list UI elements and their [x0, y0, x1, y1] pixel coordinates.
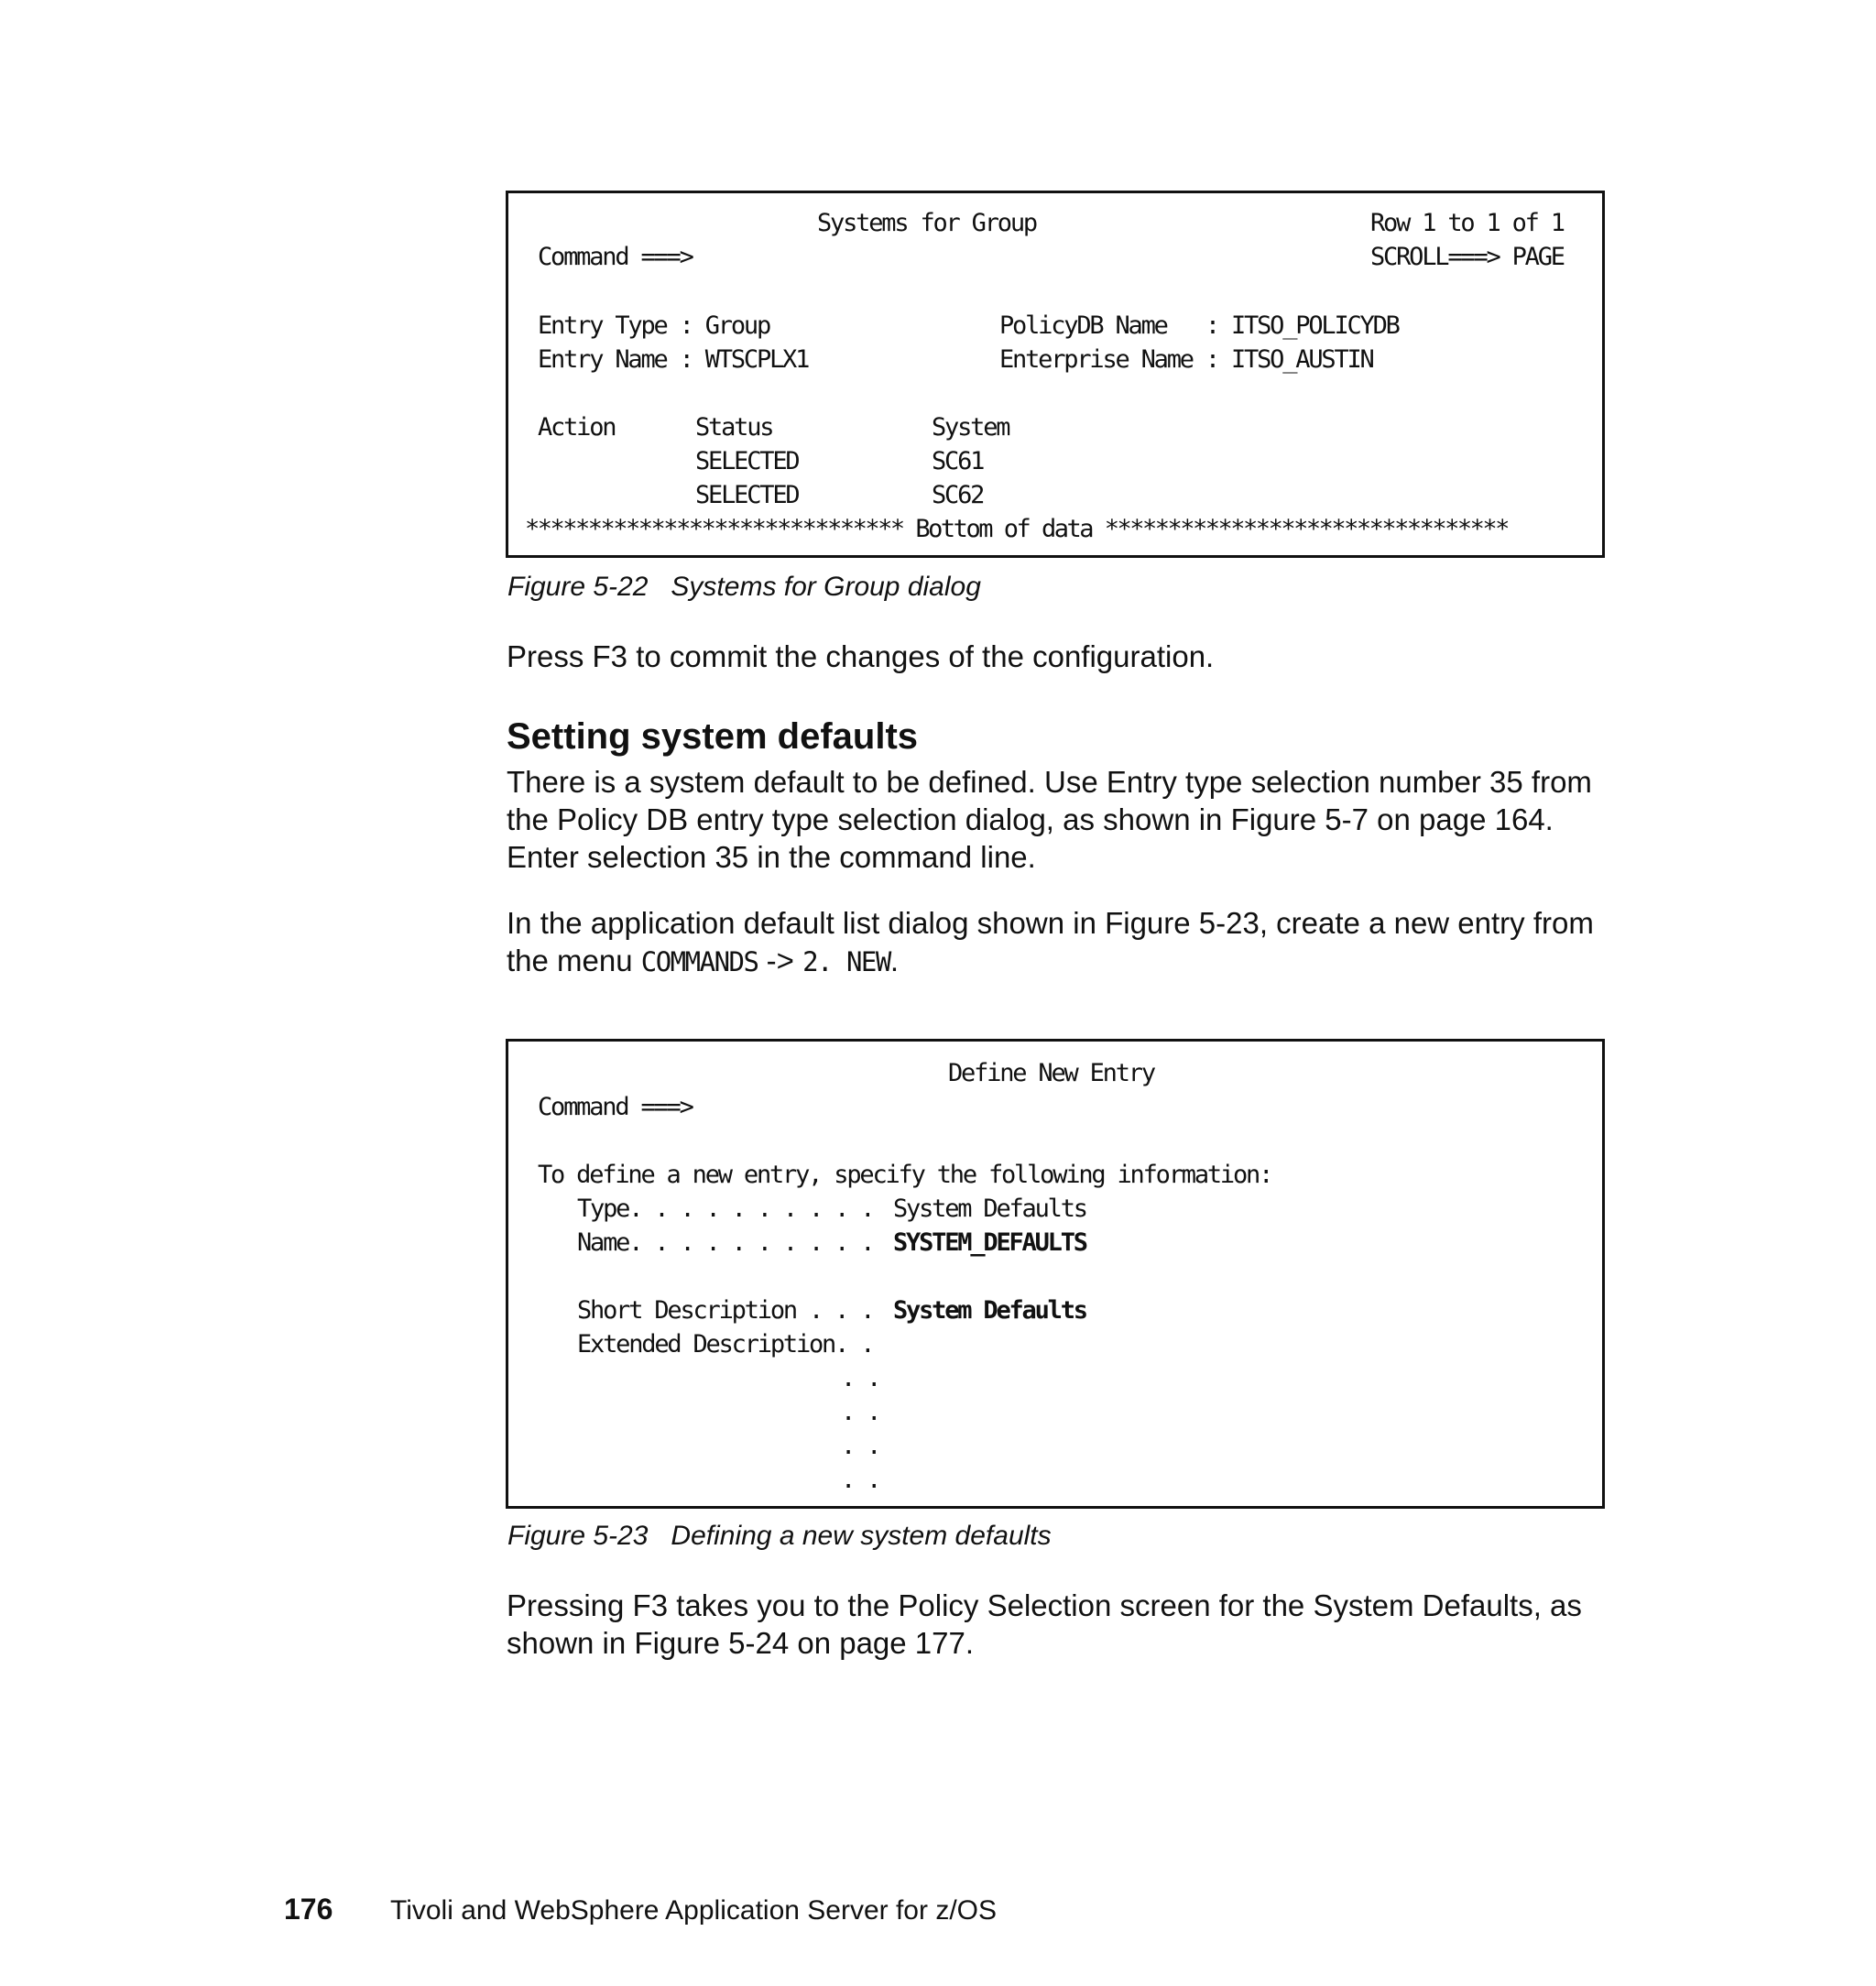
name-field[interactable] [893, 1226, 1086, 1260]
row-indicator: Row 1 to 1 of 1 [1370, 209, 1564, 237]
extended-description-line[interactable]: . . [841, 1364, 880, 1392]
extended-description-line[interactable]: . . [841, 1398, 880, 1426]
row-system: SC62 [932, 481, 984, 509]
row-system: SC61 [932, 447, 984, 475]
instruction-text: To define a new entry, specify the following information: [538, 1161, 1272, 1189]
command-line[interactable]: Command ===> [538, 1093, 693, 1121]
name-value: SYSTEM_DEFAULTS [893, 1228, 1086, 1257]
short-description-label: Short Description . . . [577, 1296, 874, 1325]
extended-description-line[interactable]: . . [841, 1432, 880, 1460]
command-line[interactable]: Command ===> [538, 243, 693, 271]
systems-for-group-screen [506, 191, 1605, 558]
row-status: SELECTED [695, 447, 799, 475]
short-description-value: System Defaults [893, 1296, 1086, 1325]
scroll-field[interactable]: SCROLL===> PAGE [1370, 243, 1564, 271]
define-new-entry-screen [506, 1039, 1605, 1509]
paragraph-text: . [889, 944, 899, 977]
extended-description-line[interactable]: . . [841, 1466, 880, 1494]
entry-name: Entry Name : WTSCPLX1 [538, 345, 809, 374]
body-paragraph: Pressing F3 takes you to the Policy Selection screen for the System Defaults, as shown in Figure 5-24 on page 177. [507, 1588, 1582, 1660]
arrow-text: -> [758, 944, 803, 977]
screen-title: Define New Entry [948, 1059, 1154, 1087]
figure-caption: Figure 5-23 Defining a new system defaults [507, 1521, 1052, 1551]
short-description-field[interactable] [893, 1293, 1086, 1327]
body-paragraph [507, 904, 1624, 981]
screen-title: Systems for Group [817, 209, 1036, 237]
inline-code: 2. NEW [802, 946, 890, 977]
bottom-of-data-line: ****************************** Bottom of data ******************************** [525, 515, 1508, 543]
enterprise-name: Enterprise Name : ITSO_AUSTIN [999, 345, 1373, 374]
column-header-action: Action [538, 413, 616, 442]
body-paragraph: There is a system default to be defined. Use Entry type selection number 35 from the Policy DB entry type selection dialog, as shown in Figure 5-7 on page 164. Enter selection 35 in the command line. [507, 765, 1592, 874]
section-heading: Setting system defaults [507, 716, 919, 757]
row-status: SELECTED [695, 481, 799, 509]
type-label: Type. . . . . . . . . . [577, 1195, 874, 1223]
name-label: Name. . . . . . . . . . [577, 1228, 874, 1257]
entry-type: Entry Type : Group [538, 311, 769, 340]
column-header-system: System [932, 413, 1009, 442]
figure-caption: Figure 5-22 Systems for Group dialog [507, 572, 981, 602]
column-header-status: Status [695, 413, 773, 442]
body-paragraph: Press F3 to commit the changes of the configuration. [507, 639, 1215, 673]
page-number: 176 [284, 1893, 333, 1926]
policydb-name: PolicyDB Name : ITSO_POLICYDB [999, 311, 1399, 340]
paragraph-text: In the application default list dialog shown in Figure 5-23, create a new entry from the menu [507, 906, 1594, 977]
extended-description-label: Extended Description. . [577, 1330, 874, 1359]
inline-code: COMMANDS [640, 946, 758, 977]
type-field[interactable]: System Defaults [893, 1195, 1086, 1223]
book-title: Tivoli and WebSphere Application Server for z/OS [390, 1895, 997, 1926]
